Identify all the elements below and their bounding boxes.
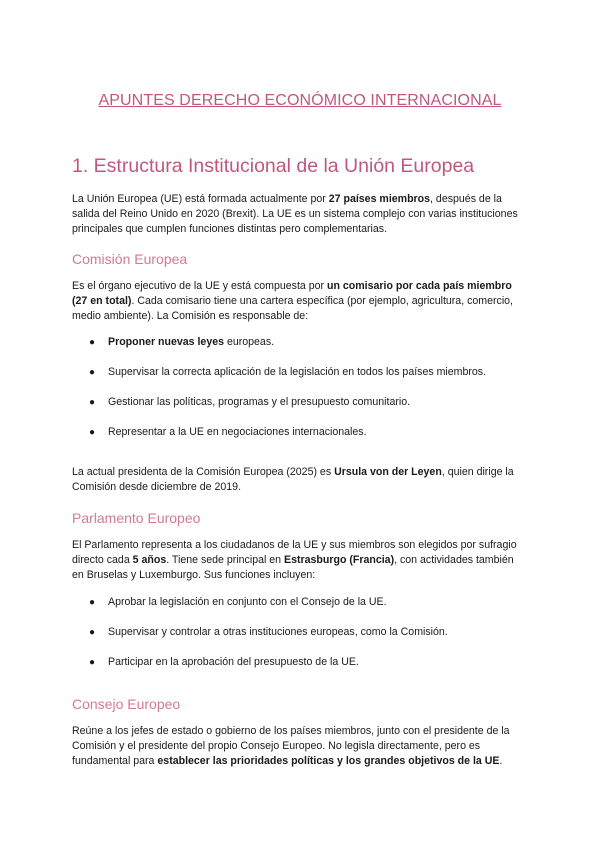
highlight-27-paises: 27 países miembros (328, 193, 431, 205)
document-title: APUNTES DERECHO ECONÓMICO INTERNACIONAL (98, 92, 502, 109)
bullet-icon: ● (89, 397, 96, 408)
bullet-icon: ● (89, 337, 96, 348)
intro-paragraph: La Unión Europea (UE) está formada actualmente por 27 países miembros, después de la salida del Reino Unido en 2020 (Brexit). La UE es un sistema complejo con varias instituciones principales que cumplen funciones distintas pero complementarias. (72, 193, 518, 235)
subheading-parlamento: Parlamento Europeo (72, 510, 201, 526)
consejo-paragraph: Reúne a los jefes de estado o gobierno de los países miembros, junto con el presidente de la Comisión y el presidente del propio Consejo Europeo. No legisla directamente, pero es fundamental para establecer las prioridades políticas y los grandes objetivos de la UE. (72, 725, 510, 767)
subheading-comision: Comisión Europea (72, 251, 188, 267)
list-item: ● Supervisar la correcta aplicación de la legislación en todos los países miembros. (89, 366, 487, 378)
list-item: ● Gestionar las políticas, programas y el presupuesto comunitario. (89, 396, 411, 408)
bullet-icon: ● (89, 627, 96, 638)
highlight-von-der-leyen: Ursula von der Leyen (334, 466, 442, 478)
highlight-prioridades: establecer las prioridades políticas y los grandes objetivos de la UE (157, 755, 500, 767)
list-item: ● Aprobar la legislación en conjunto con el Consejo de la UE. (89, 596, 387, 608)
highlight-5-anos: 5 años (132, 554, 167, 566)
bullet-icon: ● (89, 597, 96, 608)
list-item: ● Representar a la UE en negociaciones internacionales. (89, 426, 367, 438)
subheading-consejo: Consejo Europeo (72, 696, 181, 712)
list-item: ● Supervisar y controlar a otras instituciones europeas, como la Comisión. (89, 626, 448, 638)
parlamento-paragraph: El Parlamento representa a los ciudadanos de la UE y sus miembros son elegidos por sufragio directo cada 5 años. Tiene sede principal en Estrasburgo (Francia), con actividades también en Bruselas y Luxemburgo. Sus funciones incluyen: (72, 539, 517, 581)
bullet-icon: ● (89, 427, 96, 438)
bullet-icon: ● (89, 657, 96, 668)
presidenta-paragraph: La actual presidenta de la Comisión Europea (2025) es Ursula von der Leyen, quien dirige la Comisión desde diciembre de 2019. (72, 466, 514, 493)
highlight-estrasburgo: Estrasburgo (Francia) (284, 554, 395, 566)
bullet-icon: ● (89, 367, 96, 378)
highlight-comisario: un comisario por cada país miembro (27 en total) (72, 280, 512, 307)
comision-paragraph: Es el órgano ejecutivo de la UE y está compuesta por un comisario por cada país miembro (27 en total). Cada comisario tiene una cartera específica (por ejemplo, agricultura, comercio, medio ambiente). La Comisión es responsable de: (72, 280, 514, 322)
section-heading-estructura: 1. Estructura Institucional de la Unión Europea (72, 155, 475, 177)
list-item: ● Participar en la aprobación del presupuesto de la UE. (89, 656, 359, 668)
list-item: ● Proponer nuevas leyes europeas. (89, 336, 275, 348)
